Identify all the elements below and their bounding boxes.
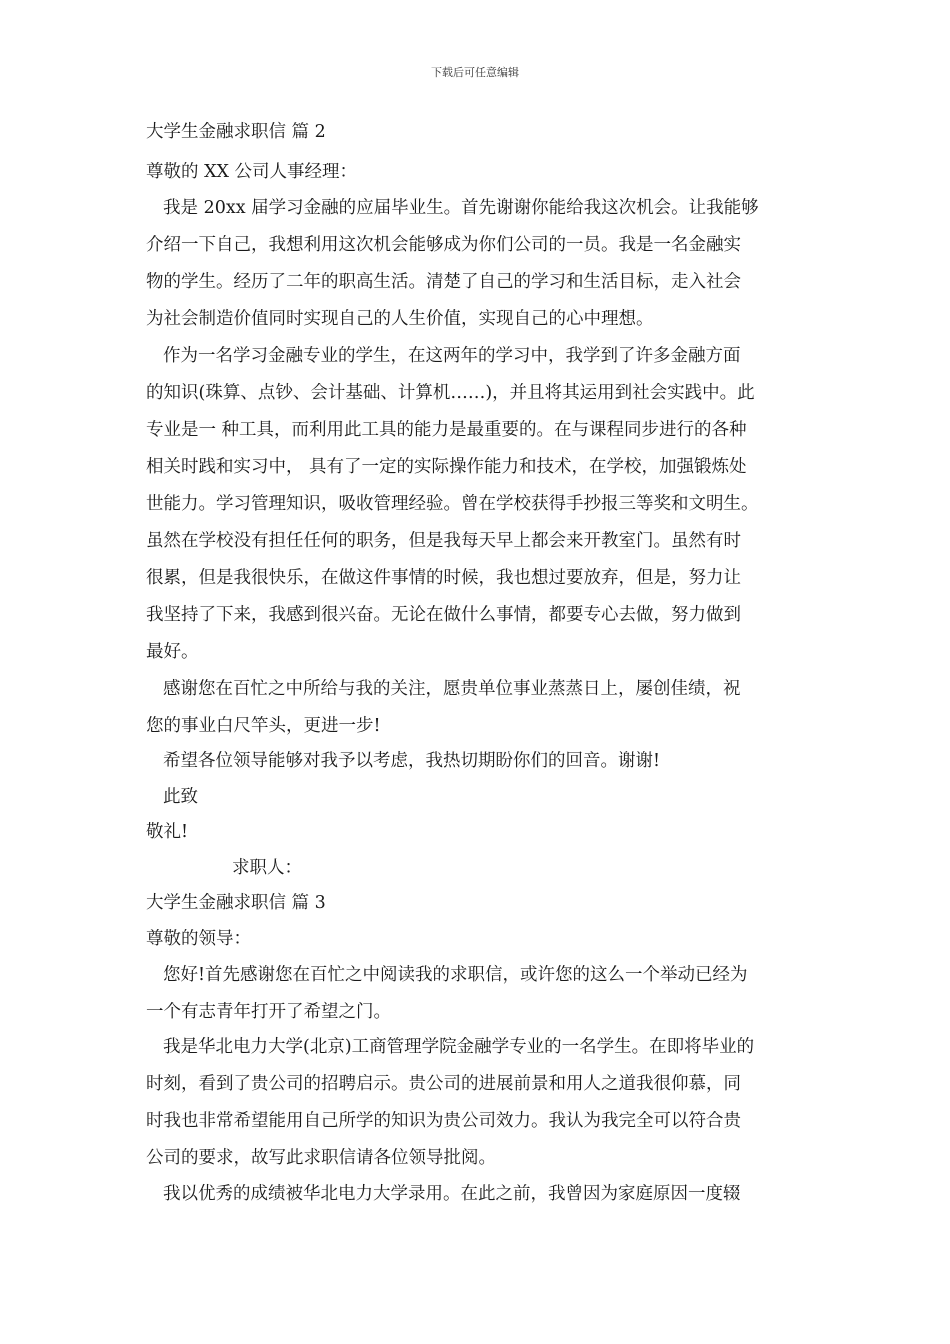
paragraph-line: 感谢您在百忙之中所给与我的关注，愿贵单位事业蒸蒸日上，屡创佳绩，祝: [163, 679, 741, 699]
paragraph-line: 您好!首先感谢您在百忙之中阅读我的求职信，或许您的这么一个举动已经为: [163, 965, 748, 985]
paragraph-line: 物的学生。经历了二年的职高生活。清楚了自己的学习和生活目标，走入社会: [146, 272, 741, 292]
applicant-signature: 求职人：: [232, 858, 302, 878]
paragraph-line: 我坚持了下来，我感到很兴奋。无论在做什么事情，都要专心去做，努力做到: [146, 605, 741, 625]
paragraph-line: 为社会制造价值同时实现自己的人生价值，实现自己的心中理想。: [146, 309, 654, 329]
paragraph-line: 时我也非常希望能用自己所学的知识为贵公司效力。我认为我完全可以符合贵: [146, 1111, 741, 1131]
paragraph-line: 时刻，看到了贵公司的招聘启示。贵公司的进展前景和用人之道我很仰慕，同: [146, 1074, 741, 1094]
paragraph-line: 最好。: [146, 642, 199, 662]
page-header-note: 下载后可任意编辑: [431, 66, 519, 79]
paragraph-line: 介绍一下自己，我想利用这次机会能够成为你们公司的一员。我是一名金融实: [146, 235, 741, 255]
paragraph-line: 我以优秀的成绩被华北电力大学录用。在此之前，我曾因为家庭原因一度辍: [163, 1184, 741, 1204]
paragraph-line: 世能力。学习管理知识，吸收管理经验。曾在学校获得手抄报三等奖和文明生。: [146, 494, 759, 514]
paragraph-line: 我是 20xx 届学习金融的应届毕业生。首先谢谢你能给我这次机会。让我能够: [163, 198, 759, 218]
paragraph-line: 公司的要求，故写此求职信请各位领导批阅。: [146, 1148, 496, 1168]
paragraph-line: 相关时践和实习中， 具有了一定的实际操作能力和技术，在学校，加强锻炼处: [146, 457, 747, 477]
paragraph-line: 我是华北电力大学(北京)工商管理学院金融学专业的一名学生。在即将毕业的: [163, 1037, 755, 1057]
paragraph-line: 虽然在学校没有担任任何的职务，但是我每天早上都会来开教室门。虽然有时: [146, 531, 741, 551]
paragraph-line: 专业是一 种工具，而利用此工具的能力是最重要的。在与课程同步进行的各种: [146, 420, 747, 440]
closing-salute: 敬礼!: [146, 822, 189, 842]
section-title: 大学生金融求职信 篇 3: [146, 893, 326, 913]
salutation: 尊敬的 XX 公司人事经理：: [146, 162, 358, 182]
section-title: 大学生金融求职信 篇 2: [146, 122, 326, 142]
closing-line: 此致: [163, 787, 198, 807]
paragraph-line: 作为一名学习金融专业的学生，在这两年的学习中，我学到了许多金融方面: [163, 346, 741, 366]
paragraph-line: 希望各位领导能够对我予以考虑，我热切期盼你们的回音。谢谢!: [163, 751, 661, 771]
paragraph-line: 一个有志青年打开了希望之门。: [146, 1002, 391, 1022]
paragraph-line: 的知识(珠算、点钞、会计基础、计算机……)，并且将其运用到社会实践中。此: [146, 383, 755, 403]
salutation: 尊敬的领导：: [146, 929, 251, 949]
paragraph-line: 很累，但是我很快乐，在做这件事情的时候，我也想过要放弃，但是，努力让: [146, 568, 741, 588]
paragraph-line: 您的事业白尺竿头，更进一步!: [146, 716, 381, 736]
